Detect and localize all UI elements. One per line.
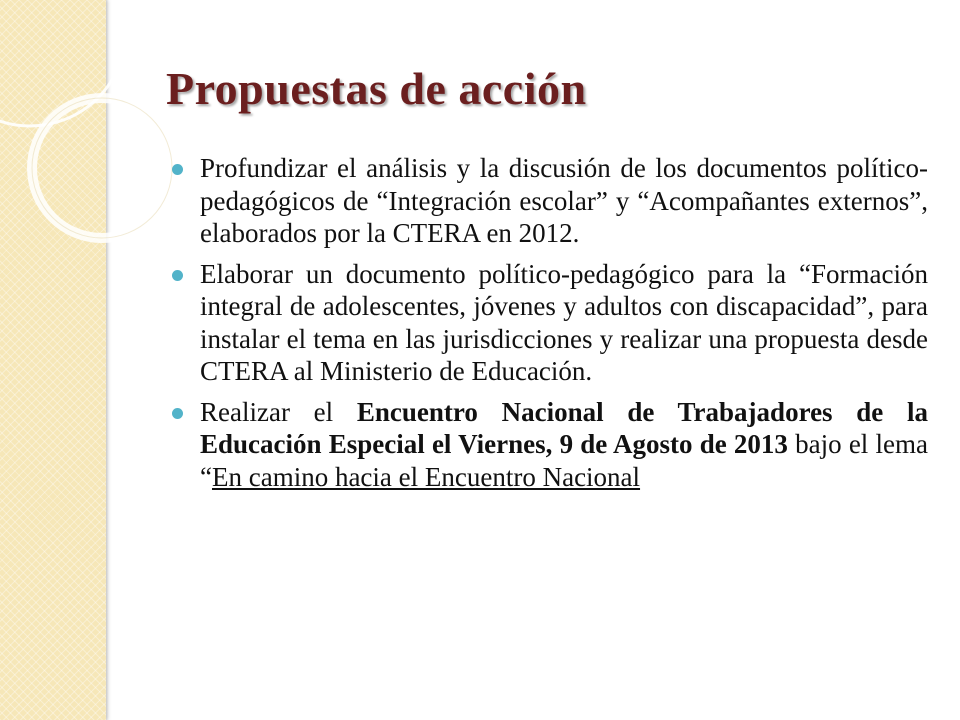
bullet-text-2: Elaborar un documento político-pedagógico para la “Formación integral de adolescentes, jóvenes y adultos con discapacidad”, para instalar el tema en las jurisdicciones y realizar una propuesta desde CTERA al Ministerio de Educación. (200, 258, 928, 386)
bullet-dot-icon (172, 164, 183, 175)
bullet-dot-icon (172, 408, 183, 419)
bullet-text-1: Profundizar el análisis y la discusión de los documentos político-pedagógicos de “Integración escolar” y “Acompañantes externos”, elaborados por la CTERA en 2012. (200, 153, 928, 248)
event-slogan-link[interactable]: En camino hacia el Encuentro Nacional (211, 461, 641, 492)
bullet-item-2 (172, 258, 928, 388)
slide-title: Propuestas de acción (166, 63, 587, 114)
bullet-text-3-bold: Encuentro Nacional de Trabajadores de la Educación Especial el Viernes, 9 de Agosto de 2013 (200, 396, 928, 459)
bullet-text-3-intro: Realizar el (200, 396, 357, 427)
decorative-ring-inner (32, 98, 172, 238)
bullet-list (172, 152, 928, 501)
bullet-dot-icon (172, 270, 183, 281)
bullet-item-1 (172, 152, 928, 250)
bullet-text-3-middle: bajo el lema “ (200, 429, 928, 492)
bullet-item-3 (172, 396, 928, 494)
